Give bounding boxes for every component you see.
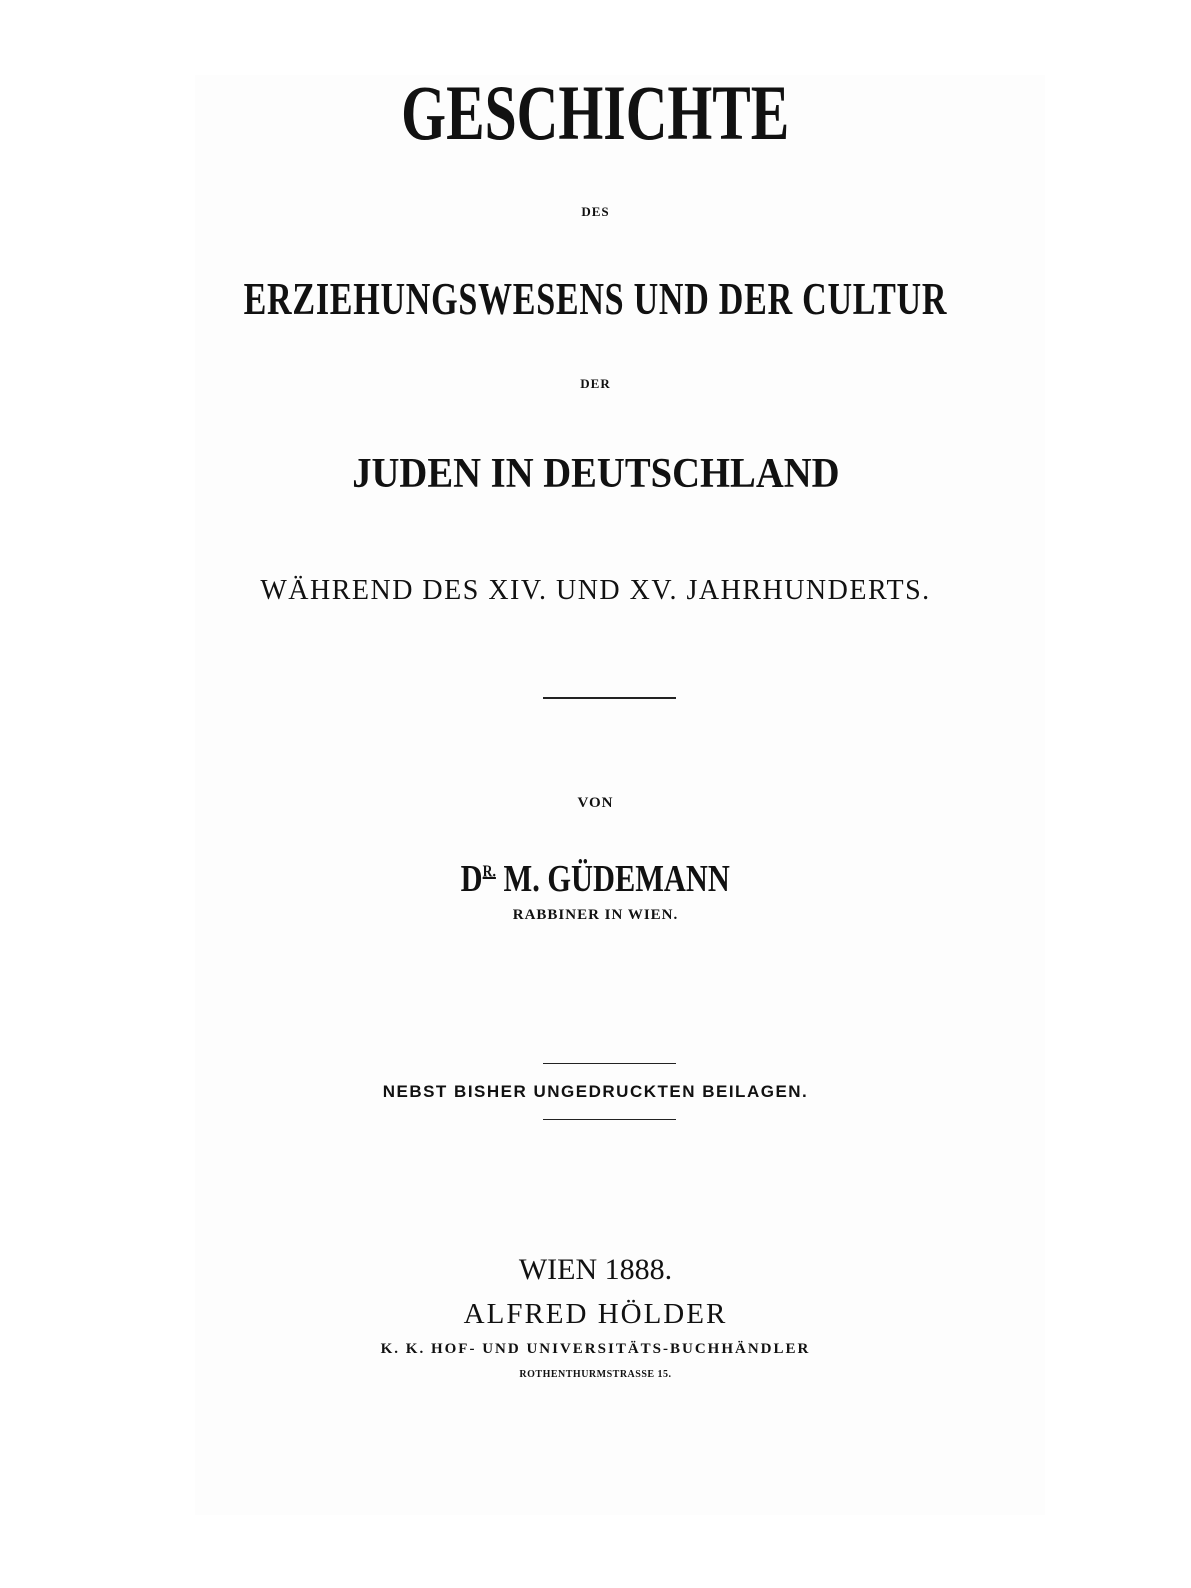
divider-rule-3 xyxy=(543,1119,676,1120)
subtitle-line-1-text: ERZIEHUNGSWESENS UND DER CULTUR xyxy=(243,273,948,324)
subtitle-line-2-text: JUDEN IN DEUTSCHLAND xyxy=(351,451,840,497)
connector-der: DER xyxy=(580,376,611,391)
divider-rule-1 xyxy=(543,697,676,699)
imprint-publisher: ALFRED HÖLDER xyxy=(463,1298,728,1330)
supplement-note: NEBST BISHER UNGEDRUCKTEN BEILAGEN. xyxy=(382,1082,809,1101)
author-role: RABBINER IN WIEN. xyxy=(512,907,679,923)
book-title-text: GESCHICHTE xyxy=(401,69,790,156)
divider-rule-2 xyxy=(543,1063,676,1064)
author-prefix-sup: R. xyxy=(482,861,497,881)
subtitle-line-1 xyxy=(0,273,1191,324)
author-name xyxy=(0,860,1191,898)
author-prefix: D xyxy=(460,858,483,900)
author-name-text: M. GÜDEMANN xyxy=(503,858,731,900)
subtitle-line-3: WÄHREND DES XIV. UND XV. JAHRHUNDERTS. xyxy=(260,575,931,606)
subtitle-line-2 xyxy=(0,453,1191,495)
connector-des: DES xyxy=(581,204,610,219)
book-title xyxy=(0,69,1191,156)
imprint-place-year: WIEN 1888. xyxy=(518,1253,673,1286)
imprint-publisher-role: K. K. HOF- UND UNIVERSITÄTS-BUCHHÄNDLER xyxy=(380,1341,811,1357)
imprint-address: ROTHENTHURMSTRASSE 15. xyxy=(519,1369,672,1380)
by-label: VON xyxy=(577,795,614,811)
